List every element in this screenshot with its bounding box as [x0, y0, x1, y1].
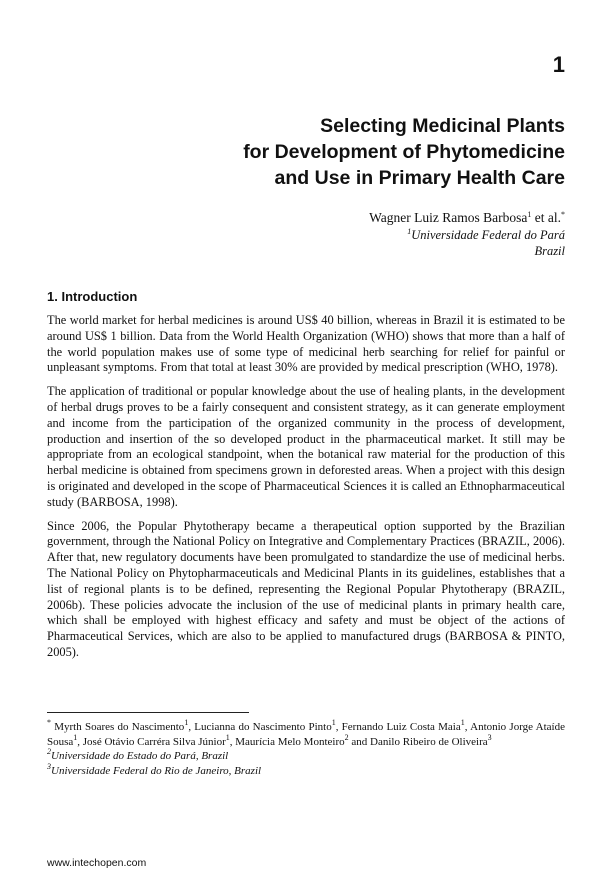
author-name: Wagner Luiz Ramos Barbosa — [369, 210, 528, 225]
footnote-coauthors — [47, 720, 565, 749]
coauthor: , Antonio Jorge Ataíde Sousa — [47, 721, 565, 748]
footnote-affiliation — [47, 749, 565, 764]
section-heading: 1. Introduction — [47, 289, 138, 304]
coauthor: Myrth Soares do Nascimento — [51, 721, 185, 733]
author-sup: 1 — [527, 210, 532, 219]
footnote-aff-text: Universidade do Estado do Pará, Brazil — [51, 750, 229, 763]
chapter-number: 1 — [552, 52, 565, 77]
footnote-divider — [47, 712, 249, 713]
author-line — [369, 209, 565, 227]
footnote-aff-sup: 2 — [47, 747, 51, 757]
paragraph: The world market for herbal medicines is around US$ 40 billion, whereas in Brazil it is estimated to be around US$ 1 billion. Data from the World Health Organization (WHO) shows that more than a half of the world population makes use of some type of medicinal herb searching for relief for painful or unpleasant symptoms. From that total at least 30% are provided by medical prescription (WHO, 1978). — [47, 313, 565, 375]
paragraph: Since 2006, the Popular Phytotherapy became a therapeutical option supported by the Brazilian government, through the National Policy on Integrative and Complementary Practices (BRAZIL, 2006). After that, new regulatory documents have been promulgated to standardize the use of medicinal herbs. The National Policy on Phytopharmaceuticals and Medicinal Plants in its guidelines, establishes that a list of regional plants is to be defined, representing the Regional Popular Phytotherapy (BRAZIL, 2006b). These policies advocate the inclusion of the use of medicinal plants in primary health care, which shall be employed with highest efficacy and safety and must be object of the actions of Pharmaceutical Services, which are also to be applied to manufactured drugs (BARBOSA & PINTO, 2005). — [47, 518, 565, 659]
coauthor: , José Otávio Carréra Silva Júnior — [77, 735, 226, 748]
footnote-mark: * — [47, 718, 51, 727]
chapter-title — [145, 113, 565, 191]
coauthor: and Danilo Ribeiro de Oliveira — [348, 735, 488, 748]
coauthor: , Maurícia Melo Monteiro — [229, 735, 345, 748]
coauthor-sup: 1 — [331, 718, 336, 727]
footnote-affiliation — [47, 761, 565, 779]
footnotes — [47, 720, 565, 778]
author-suffix-sup: * — [561, 210, 565, 219]
footer-url[interactable]: www.intechopen.com — [47, 857, 147, 869]
coauthor-sup: 2 — [344, 732, 349, 742]
author-affiliation — [369, 227, 565, 243]
coauthor-sup: 1 — [73, 732, 78, 742]
paragraph: The application of traditional or popular knowledge about the use of healing plants, in the development of herbal drugs proves to be a fairly consequent and consistent strategy, as it can generate employment and income from the participation of the organized community in the process of development, production and insertion of the so developed product in the pharmaceutical market. It still may be appropriate from an ecological standpoint, when the botanical raw material for the production of this herbal medicine is obtained from specimens grown in deforested areas. When a project with this design is originated and developed in the scope of Pharmaceutical Sciences it is called an Ethnopharmaceutical study (BARBOSA, 1998). — [47, 384, 565, 509]
coauthor: , Fernando Luiz Costa Maia — [335, 721, 461, 733]
body-text — [47, 313, 565, 669]
coauthor-sup: 1 — [184, 718, 189, 727]
coauthor-sup: 1 — [225, 732, 230, 742]
coauthor-sup: 1 — [460, 718, 465, 727]
title-line-1: Selecting Medicinal Plants — [320, 115, 565, 137]
title-line-2: for Development of Phytomedicine — [243, 141, 565, 163]
affiliation-text: Universidade Federal do Pará — [411, 228, 565, 242]
footnote-aff-sup: 3 — [47, 761, 51, 771]
author-country: Brazil — [534, 244, 565, 258]
title-line-3: and Use in Primary Health Care — [274, 167, 565, 189]
author-block — [369, 209, 565, 259]
footnote-aff-text: Universidade Federal do Rio de Janeiro, Brazil — [51, 764, 262, 777]
coauthor-sup: 3 — [487, 732, 492, 742]
author-suffix: et al. — [531, 210, 561, 225]
affiliation-sup: 1 — [407, 227, 412, 236]
coauthor: , Lucianna do Nascimento Pinto — [188, 721, 332, 733]
